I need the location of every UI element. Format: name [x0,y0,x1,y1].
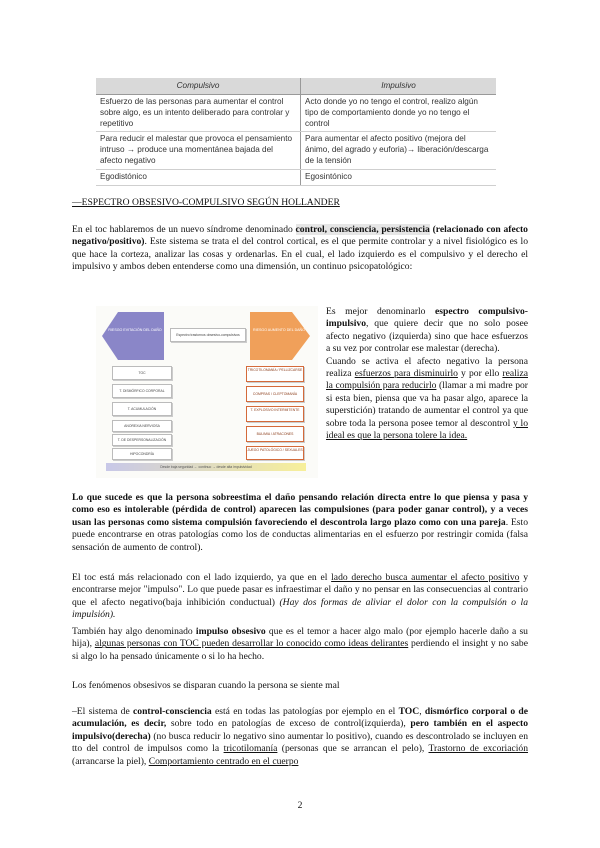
side-p1-bold: espectro compulsivo-impulsivo [326,306,529,330]
table-cell: Acto donde yo no tengo el control, realizo algún tipo de comportamiento donde yo no tengo el control [301,95,497,132]
side-p2-text-3: (llamar a mi madre por si esta bien, piensa que va ha pasar algo, aparece la superstición) tratando de aumentar el control ya que sobre toda la persona posee temor al descontrol [326,380,528,429]
col-header-impulsivo: Impulsivo [301,78,497,95]
p3-italic: (Hay dos formas de aliviar el dolor con la compulsión o la impulsión). [72,596,528,621]
p4-text-2: que es el temor a hacer algo malo (por ejemplo hacerle daño a su hija), [72,626,528,650]
p6-bold: control-consciencia [133,706,212,717]
p2-bold: Lo que sucede es que la persona sobreestima el daño pensando relación directa entre lo que piensa y pasa y como eso es intolerable (pérdida de control) aparecen las compulsiones (para poder ganar control), y a veces usan las personas como sistema [72,492,528,528]
side-paragraph [326,306,528,442]
left-box: T. DE DESPERSONALIZACIÓN [112,434,172,446]
col-header-compulsivo: Compulsivo [96,78,301,95]
p6-comma: , [419,706,425,717]
table-cell: Para reducir el malestar que provoca el pensamiento intruso → produce una momentánea bajada del afecto negativo [96,132,301,169]
p6-bold-toc: TOC [398,706,420,717]
table-cell: Para aumentar el afecto positivo (mejora del ánimo, del agrado y euforia)→ liberación/descarga de la tensión [301,132,497,169]
p6-bold-2: dismórfico corporal o de acumulación, es decir, [72,706,529,730]
section-heading [72,197,532,209]
p6-text-6: (arrancarse la piel), [72,755,149,767]
spectrum-figure [96,306,318,478]
right-box: JUEGO PATOLÓGICO / SEXUALES [246,446,304,460]
p1-bold-highlight: control, consciencia, persistencia [295,224,430,235]
right-box: T. EXPLOSIVO INTERMITENTE [246,406,304,422]
side-p2-underline-2: realiza la compulsión para reducirlo [326,368,528,392]
p3-text: El toc está más relacionado con el lado izquierdo, ya que en el [72,572,332,583]
section-heading-text: —ESPECTRO OBSESIVO-COMPULSIVO SEGÚN HOLLANDER [72,197,340,208]
left-box: TOC [112,366,172,380]
table-row [96,169,496,185]
left-arrow-label: RIESGO EVITACIÓN DEL DAÑO [108,328,162,332]
side-p2 [326,356,528,443]
table-row [96,95,496,132]
table-cell: Egodistónico [96,169,301,185]
p4-text: También hay algo denominado [72,626,196,637]
p6-text-2: está en todas las patologías por ejemplo en el [211,706,399,717]
right-box: COMPRAS / CLEPTOMANÍA [246,386,304,402]
p6-text-4: (no busca reducir lo negativo sino aumentar lo positivo), cuando es descontrolado se incluyen en tto del control de impulsos como la [72,730,528,755]
p4-underline: algunas personas con TOC pueden desarrollar lo conocido como ideas delirantes [94,638,409,650]
p2-bold-2: compulsión favoreciendo el descontrola largo plazo como con una pareja [205,516,506,528]
table-row [96,132,496,169]
paragraph-3 [72,572,528,622]
p6-underline: tricotilomanía [223,743,278,755]
p1-text: En el toc hablaremos de un nuevo síndrome denominado [72,224,296,235]
p6-text-3: sobre todo en patologías de exceso de control(izquierda), [166,718,411,730]
right-box: TRICOTILOMANÍA / PELLIZCARSE [246,366,304,382]
side-p2-underline: esfuerzos para disminuirlo [354,368,458,380]
side-p2-text: Cuando se activa el afecto negativo la persona realiza [326,355,528,380]
left-box: T. DISMÓRFICO CORPORAL [112,384,172,398]
right-box: BULIMIA / ATRACONES [246,426,304,442]
page-number: 2 [297,800,303,811]
side-p1-text-end: , que quiere decir que no solo posee afecto negativo (izquierda) sino que hace esfuerzos a su vez por controlar ese malestar (derecha). [326,318,528,355]
comparison-table [96,78,496,186]
spectrum-title-box: Espectro trastornos obsesivo-compulsivos [170,328,246,342]
p6-text: –El sistema de [72,706,134,717]
p3-underline: lado derecho busca aumentar el afecto positivo [331,572,520,583]
table-cell: Egosintónico [301,169,497,185]
p6-bold-3: pero también en el aspecto impulsivo(derecha) [72,718,528,742]
p1-text-end: . Este sistema se trata el del control cortical, es el que permite controlar y a nivel fisiológico es lo que hace la corteza, analizar las cosas y ordenarlas. En el cual, el lado izquierdo es el compulsivo y el derecho el impulsivo y ambos deben entenderse como una dimensión, un continuo psicopatológico: [72,236,528,273]
left-box: ANOREXIA NERVIOSA [112,420,172,432]
p6-text-5: (personas que se arrancan el pelo), [277,743,429,755]
right-arrow-shape [250,312,310,360]
p1-bold: (relacionado con afecto negativo/positivo) [72,224,528,248]
side-p1-text: Es mejor denominarlo [326,306,435,317]
continuum-bar: Desde baja seguridad ← continuo → desde alta impulsividad [106,463,306,471]
p6-underline-3: Comportamiento centrado en el cuerpo [148,755,299,767]
p3-text-2: y encontrarse mejor "impulso". Lo que puede pasar es infraestimar el daño y no pensar en las consecuencias al contrario que el afecto negativo(baja inhibición conductual) [72,572,529,608]
table-cell: Esfuerzo de las personas para aumentar el control sobre algo, es un intento deliberado para controlar y repetitivo [96,95,301,132]
side-p1 [326,306,528,356]
paragraph-5: Los fenómenos obsesivos se disparan cuando la persona se siente mal [72,680,340,691]
side-p2-text-2: y por ello [457,368,503,380]
right-arrow-label: RIESGO AUMENTO DEL DAÑO [253,328,305,332]
paragraph-4 [72,626,528,663]
paragraph-2 [72,492,528,554]
side-p2-underline-3: y lo ideal es que la persona tolere la idea. [326,417,528,442]
p2-text: . Esto puede encontrarse en otras patologías como los de conductas alimentarias en el esfuerzo por restringir comida (falsa sensación de aumento de control). [72,516,529,553]
p6-underline-2: Trastorno de excoriación [428,743,529,755]
paragraph-6 [72,706,528,768]
p4-bold: impulso obsesivo [195,626,266,637]
left-box: HIPOCONDRÍA [112,448,172,460]
paragraph-1 [72,224,528,274]
left-box: T. ACUMULACIÓN [112,402,172,416]
left-arrow-shape [102,312,164,360]
p4-text-3: perdiendo el insight y no sabe si algo lo ha pensado únicamente o si lo ha hecho. [72,638,528,662]
